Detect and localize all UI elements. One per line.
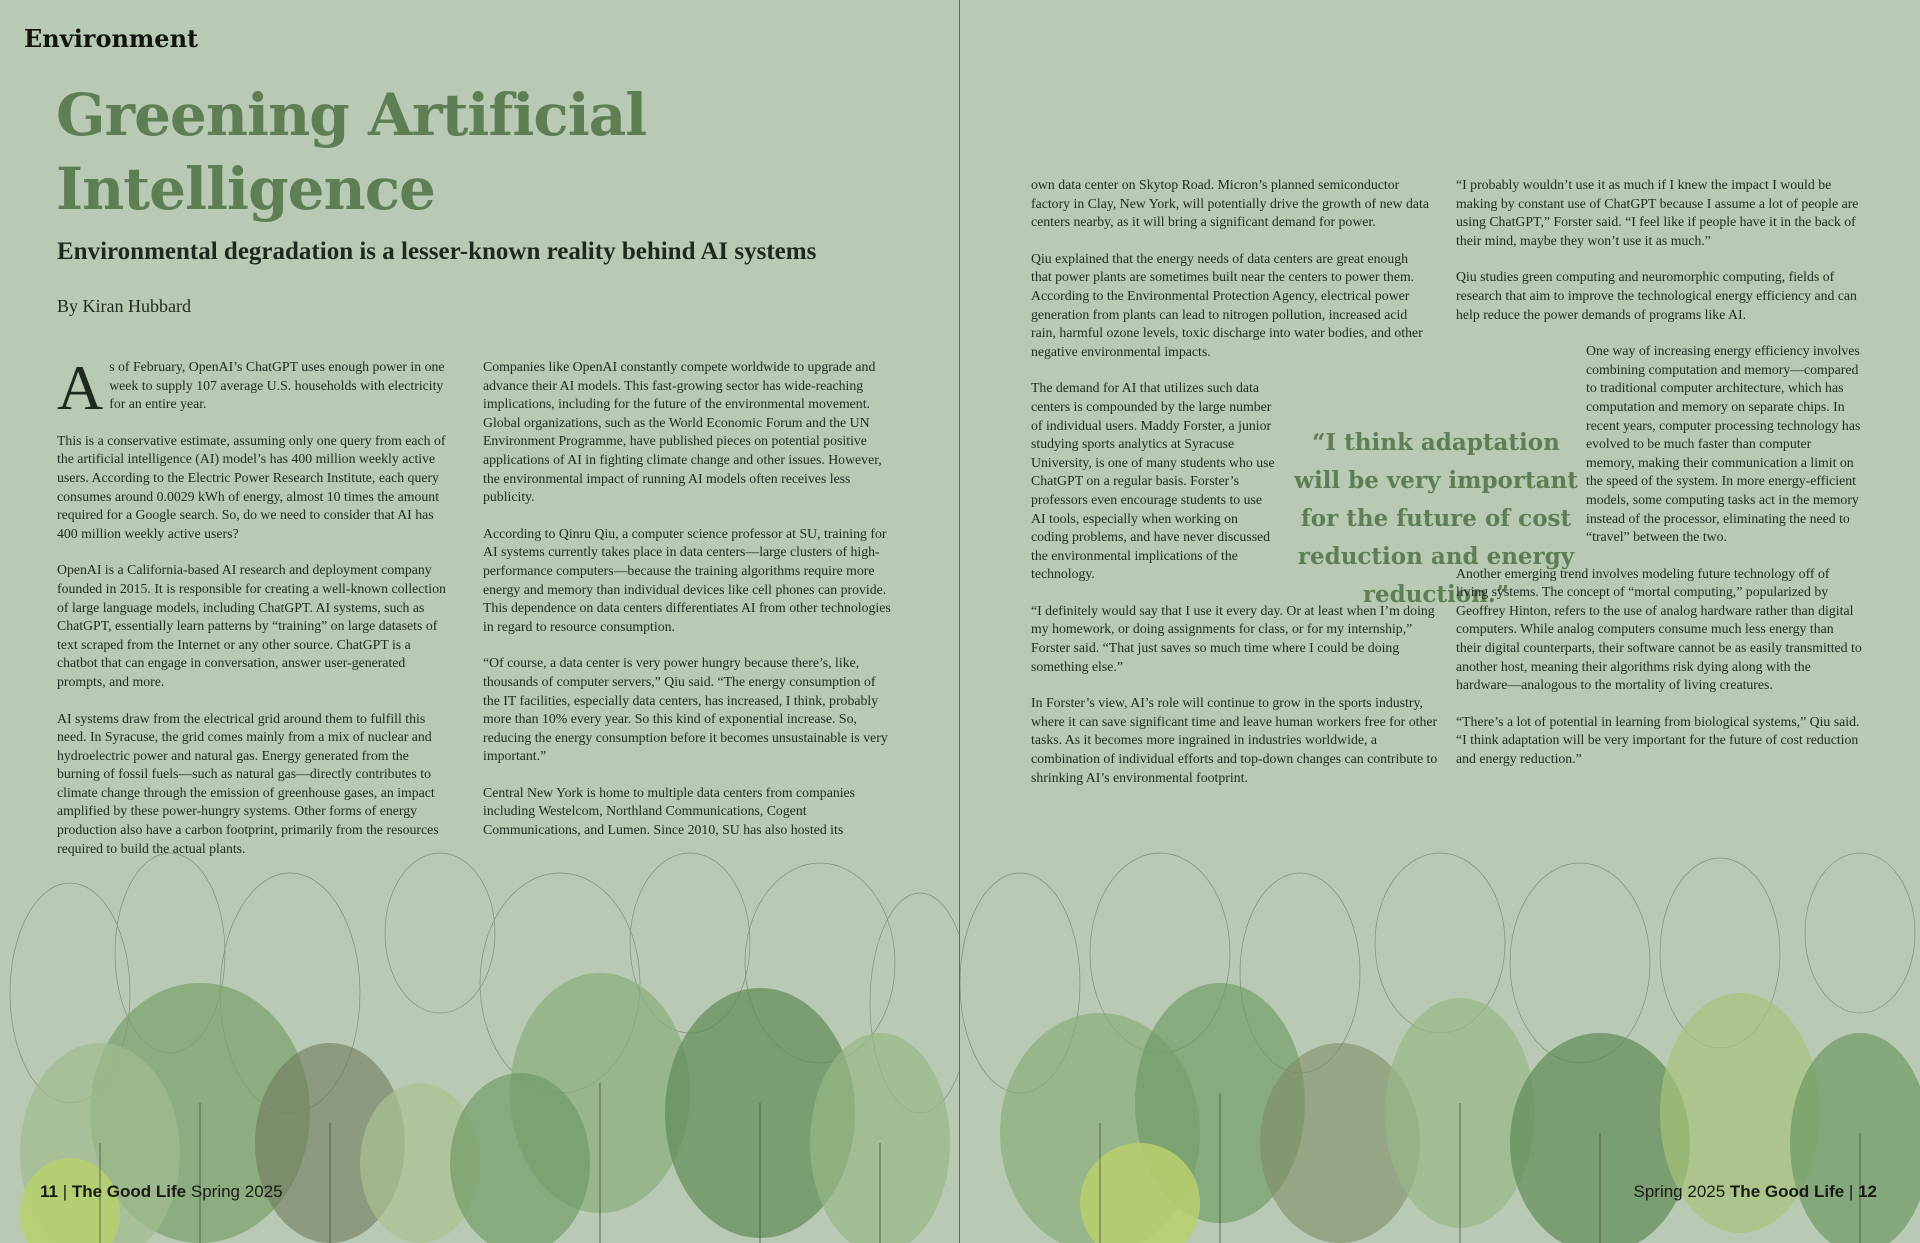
paragraph: Another emerging trend involves modeling future technology off of living systems. The concept of “mortal computing,” popularized by Geoffrey Hinton, refers to the use of analog hardware rather than digital computers. While analog computers consume much less energy than their digital counterparts, their software cannot be as easily transmitted to another host, meaning their algorithms risk dying along with the hardware—analogous to the mortality of living creatures. <box>1456 565 1862 693</box>
paragraph: In Forster’s view, AI’s role will continue to grow in the sports industry, where it can save significant time and leave human workers free for other tasks. As it becomes more ingrained in industries worldwide, a combination of individual efforts and top-down changes can contribute to shrinking AI’s environmental footprint. <box>1031 695 1438 785</box>
drop-cap: A <box>57 352 104 423</box>
paragraph: Qiu studies green computing and neuromorphic computing, fields of research that aim to improve the technological energy efficiency and can help reduce the power demands of programs like AI. <box>1456 269 1857 322</box>
magazine-name: The Good Life <box>1729 1182 1845 1201</box>
paragraph: “I definitely would say that I use it every day. Or at least when I’m doing my homework, or doing assignments for class, or for my internship,” Forster said. “That just saves so much time where I could be doing something else.” <box>1031 602 1435 674</box>
headline: Greening Artificial Intelligence <box>56 81 647 223</box>
page-number: 11 <box>40 1182 58 1201</box>
paragraph: OpenAI is a California-based AI research and deployment company founded in 2015. It is responsible for creating a well-known collection of large language models, including ChatGPT. AI systems, such as ChatGPT, essentially learn patterns by “training” on large datasets of text scraped from the Internet or any other source. ChatGPT is a chatbot that can engage in conversation, answer user-generated prompts, and more. <box>57 562 446 689</box>
byline: By Kiran Hubbard <box>57 296 191 316</box>
paragraph: “I probably wouldn’t use it as much if I knew the impact I would be making by constant use of ChatGPT because I assume a lot of people are using ChatGPT,” Forster said. “I feel like if people have it in the back of their mind, maybe they won’t use it as much.” <box>1456 177 1859 248</box>
subhead: Environmental degradation is a lesser-known reality behind AI systems <box>57 238 817 265</box>
folio-separator: | <box>1844 1182 1859 1201</box>
issue: Spring 2025 <box>190 1182 283 1201</box>
left-folio <box>40 1182 283 1202</box>
paragraph: “There’s a lot of potential in learning from biological systems,” Qiu said. “I think adaptation will be very important for the future of cost reduction and energy reduction.” <box>1456 713 1860 767</box>
article-column-1 <box>57 352 453 876</box>
paragraph-text: s of February, OpenAI’s ChatGPT uses enough power in one week to supply 107 average U.S. households with electricity for an entire year. <box>109 359 445 412</box>
paragraph <box>57 352 453 423</box>
paragraph: According to Qinru Qiu, a computer science professor at SU, training for AI systems currently takes place in data centers—large clusters of high-performance computers—because the training algorithms require more energy and memory than individual devices like cell phones can provide. This dependence on data centers differentiates AI from other technologies in regard to resource consumption. <box>483 525 891 634</box>
paragraph: own data center on Skytop Road. Micron’s planned semiconductor factory in Clay, New York, will potentially drive the growth of new data centers nearby, as it will bring a significant demand for power. <box>1031 177 1429 230</box>
paragraph: One way of increasing energy efficiency involves combining computation and memory—compared to traditional computer architecture, which has computation and memory on separate chips. In recent years, computer processing technology has evolved to be much faster than computer memory, making their communication a limit on the speed of the system. In more energy-efficient models, some computing tasks act in the memory instead of the processor, eliminating the need to “travel” between the two. <box>1586 343 1861 545</box>
paragraph: Companies like OpenAI constantly compete worldwide to upgrade and advance their AI models. This fast-growing sector has wide-reaching implications, including for the future of the environmental movement. Global organizations, such as the World Economic Forum and the UN Environment Programme, have published pieces on potential positive applications of AI in fighting climate change and other issues. However, the environmental impact of running AI models often receives less publicity. <box>483 359 882 505</box>
paragraph: “Of course, a data center is very power hungry because there’s, like, thousands of computer servers,” Qiu said. “The energy consumption of the IT facilities, especially data centers, has increased, I think, probably more than 10% every year. So this kind of exponential increase. So, reducing the energy consumption before it becomes unsustainable is very important.” <box>483 655 888 764</box>
folio-separator: | <box>57 1182 72 1201</box>
paragraph: Central New York is home to multiple data centers from companies including Westelcom, Northland Communications, Cogent Communications, and Lumen. Since 2010, SU has also hosted its <box>483 784 856 838</box>
right-folio <box>1634 1182 1878 1202</box>
issue: Spring 2025 <box>1633 1182 1726 1201</box>
section-label: Environment <box>24 24 199 53</box>
pull-quote: “I think adaptation will be very important for the future of cost reduction and energy reduction.” <box>1294 429 1578 608</box>
page-number: 12 <box>1858 1182 1877 1201</box>
paragraph: AI systems draw from the electrical grid around them to fulfill this need. In Syracuse, the grid comes mainly from a mix of nuclear and hydroelectric power and natural gas. Energy generated from the burning of fossil fuels—such as natural gas—directly contributes to climate change through the emission of greenhouse gases, an impact amplified by these power-hungry systems. Other forms of energy production also have a carbon footprint, primarily from the resources required to build the actual plants. <box>57 710 439 856</box>
article-column-4 <box>1456 176 1862 787</box>
paragraph: The demand for AI that utilizes such data centers is compounded by the large number of individual users. Maddy Forster, a junior studying sports analytics at Syracuse University, is one of many students who use ChatGPT on a regular basis. Forster’s professors even encourage students to use AI tools, especially when working on coding problems, and have never discussed the environmental implications of the technology. <box>1031 380 1275 582</box>
paragraph: Qiu explained that the energy needs of data centers are great enough that power plants are sometimes built near the centers to power them. According to the Environmental Protection Agency, electrical power generation from plants can lead to nitrogen pollution, increased acid rain, harmful ozone levels, toxic discharge into water bodies, and other negative environmental impacts. <box>1031 250 1423 359</box>
paragraph: This is a conservative estimate, assuming only one query from each of the artificial intelligence (AI) model’s has 400 million weekly active users. According to the Electric Power Research Institute, each query consumes around 0.0029 kWh of energy, almost 10 times the amount required for a Google search. So, do we need to consider that AI has 400 million weekly active users? <box>57 432 446 541</box>
magazine-name: The Good Life <box>71 1182 187 1201</box>
article-column-2 <box>483 358 893 858</box>
